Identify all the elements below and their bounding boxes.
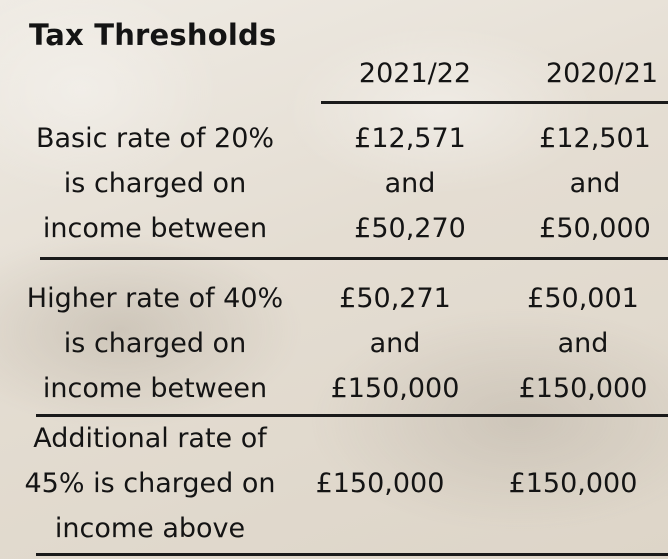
higher-rate-2021-22 [305,276,485,411]
value-line: £12,501 [539,123,651,154]
value-line: £50,270 [354,213,466,244]
value-line: £50,000 [539,213,651,244]
higher-rate-2020-21 [493,276,668,411]
label-line: 45% is charged on [24,468,276,499]
value-line: £150,000 [518,373,648,404]
label-line: Basic rate of 20% [35,123,275,154]
row-divider [40,257,668,260]
label-line: is charged on [63,328,247,359]
row-label-basic-rate [10,116,300,251]
table-bottom-border [36,553,668,556]
value-line: £150,000 [315,468,445,499]
additional-rate-2021-22 [290,461,470,506]
value-line: and [369,328,421,359]
value-line: and [557,328,609,359]
label-line: Higher rate of 40% [26,283,284,314]
value-line: £150,000 [508,468,638,499]
value-line: £50,271 [339,283,451,314]
row-label-additional-rate [5,416,295,551]
value-line: £12,571 [354,123,466,154]
page-title: Tax Thresholds [29,18,277,52]
label-line: income above [54,513,246,544]
column-header-2020-21: 2020/21 [545,58,659,89]
header-divider [321,101,668,104]
basic-rate-2020-21 [505,116,668,251]
value-line: and [569,168,621,199]
label-line: income between [42,373,268,404]
additional-rate-2020-21 [483,461,663,506]
basic-rate-2021-22 [320,116,500,251]
label-line: Additional rate of [33,423,267,454]
value-line: £50,001 [527,283,639,314]
row-label-higher-rate [10,276,300,411]
value-line: £150,000 [330,373,460,404]
column-header-2021-22: 2021/22 [358,58,472,89]
value-line: and [384,168,436,199]
label-line: is charged on [63,168,247,199]
label-line: income between [42,213,268,244]
